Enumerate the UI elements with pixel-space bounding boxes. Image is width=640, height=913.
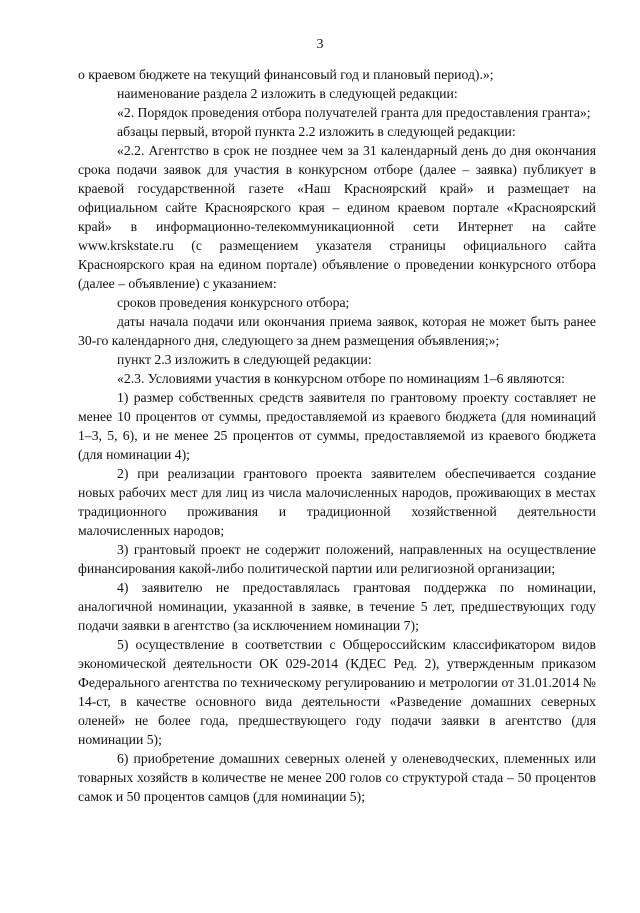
paragraph-section-2-title-instruction: наименование раздела 2 изложить в следующей редакции: [117, 86, 458, 101]
paragraph-item-2-3-instruction: пункт 2.3 изложить в следующей редакции: [117, 352, 372, 367]
page-number: 3 [316, 37, 324, 52]
paragraph-condition-4: 4) заявителю не предоставлялась грантовая поддержка по номинации, аналогичной номинации, указанной в заявке, в течение 5 лет, предшествующих году подачи заявки в агентство (за исключением номинации 7); [78, 580, 596, 633]
paragraph-item-2-3: «2.3. Условиями участия в конкурсном отборе по номинациям 1–6 являются: [117, 371, 565, 386]
paragraph-continuation: о краевом бюджете на текущий финансовый год и плановый период).»; [78, 67, 494, 82]
paragraph-selection-period: сроков проведения конкурсного отбора; [117, 295, 350, 310]
paragraph-condition-3: 3) грантовый проект не содержит положений, направленных на осуществление финансирования какой-либо политической партии или религиозной организации; [78, 542, 596, 576]
paragraph-item-2-2: «2.2. Агентство в срок не позднее чем за 31 календарный день до дня окончания срока подачи заявок для участия в конкурсном отборе (далее – заявка) публикует в краевой государственной газете «Наш Красноярский край» и размещает на официальном сайте Красноярского края – едином краевом портале «Красноярский край» в информационно-телекоммуникационной сети Интернет на сайте www.krskstate.ru (с размещением указателя страницы официального сайта Красноярского края на едином портале) объявление о проведении конкурсного отбора (далее – объявление) с указанием: [78, 143, 596, 291]
paragraph-item-2-2-instruction: абзацы первый, второй пункта 2.2 изложить в следующей редакции: [117, 124, 516, 139]
paragraph-condition-5: 5) осуществление в соответствии с Общероссийским классификатором видов экономической деятельности ОК 029-2014 (КДЕС Ред. 2), утвержденным приказом Федерального агентства по техническому регулированию и метрологии от 31.01.2014 № 14-ст, в качестве основного вида деятельности «Разведение домашних северных оленей» не более года, предшествующего году подачи заявки в агентство (для номинации 5); [78, 637, 596, 747]
paragraph-application-dates: даты начала подачи или окончания приема заявок, которая не может быть ранее 30-го календарного дня, следующего за днем размещения объявления;»; [78, 314, 596, 348]
paragraph-condition-1: 1) размер собственных средств заявителя по грантовому проекту составляет не менее 10 процентов от суммы, предоставляемой из краевого бюджета (для номинаций 1–3, 5, 6), и не менее 25 процентов от суммы, предоставляемой из краевого бюджета (для номинации 4); [78, 390, 596, 462]
document-body [78, 65, 596, 806]
paragraph-condition-2: 2) при реализации грантового проекта заявителем обеспечивается создание новых рабочих мест для лиц из числа малочисленных народов, проживающих в местах традиционного проживания и традиционной хозяйственной деятельности малочисленных народов; [78, 466, 596, 538]
paragraph-condition-6: 6) приобретение домашних северных оленей у оленеводческих, племенных или товарных хозяйств в количестве не менее 200 голов со структурой стада – 50 процентов самок и 50 процентов самцов (для номинации 5); [78, 751, 596, 804]
paragraph-section-2-title: «2. Порядок проведения отбора получателей гранта для предоставления гранта»; [117, 105, 591, 120]
